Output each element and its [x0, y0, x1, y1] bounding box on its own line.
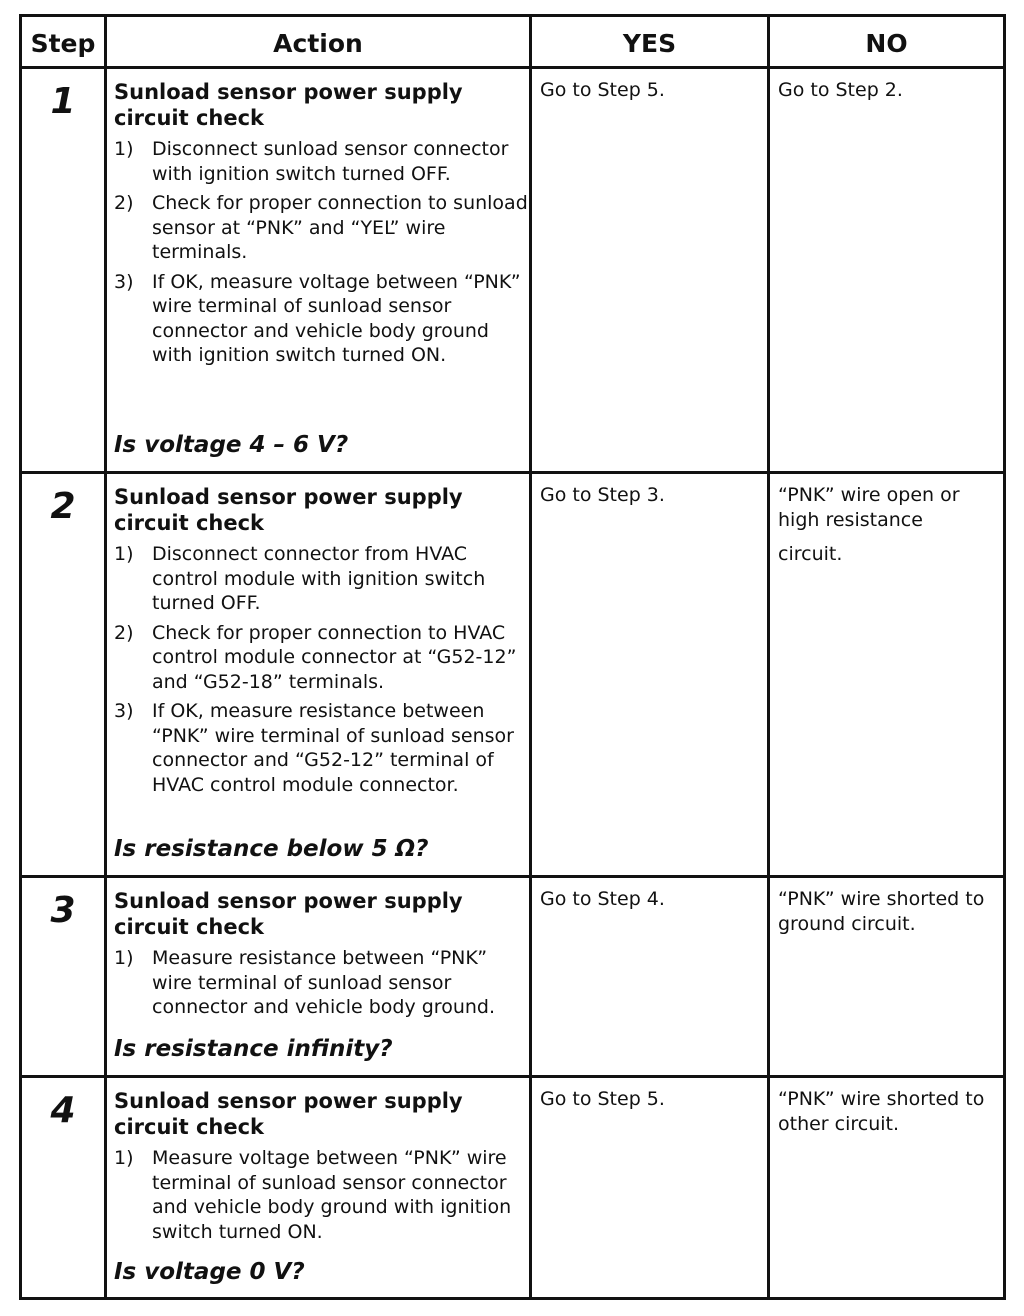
action-steps — [114, 1146, 529, 1244]
item-number: 3) — [114, 700, 134, 722]
action-title: Sunload sensor power supply circuit check — [114, 485, 463, 535]
action-step-item — [114, 1146, 529, 1244]
item-number: 1) — [114, 543, 134, 565]
action-steps — [114, 946, 529, 1020]
header-yes: YES — [622, 28, 677, 58]
no-result: “PNK” wire shorted to other circuit. — [778, 1088, 985, 1135]
header-no: NO — [865, 28, 908, 58]
action-cell — [114, 478, 529, 802]
check-question: Is voltage 0 V? — [114, 1259, 305, 1285]
item-text: Disconnect sunload sensor connector with ignition switch turned OFF. — [152, 138, 509, 185]
item-text: Measure voltage between “PNK” wire terminal of sunload sensor connector and vehicle body ground with ignition switch turned ON. — [152, 1147, 512, 1243]
row-divider — [22, 1075, 1003, 1078]
action-cell — [114, 882, 529, 1025]
yes-result: Go to Step 4. — [540, 888, 665, 910]
row-divider — [22, 471, 1003, 474]
action-cell — [114, 1082, 529, 1249]
yes-result: Go to Step 5. — [540, 79, 665, 101]
item-text: Check for proper connection to HVAC control module connector at “G52-12” and “G52-18” terminals. — [152, 621, 517, 693]
column-divider — [104, 17, 107, 1297]
step-number: 3 — [50, 890, 76, 931]
item-text: If OK, measure voltage between “PNK” wire terminal of sunload sensor connector and vehicle body ground with ignition switch turned ON. — [152, 270, 521, 366]
action-steps — [114, 137, 529, 368]
action-step-item — [114, 137, 529, 186]
column-divider — [529, 17, 532, 1297]
check-question: Is resistance below 5 Ω? — [114, 836, 429, 862]
action-step-item — [114, 191, 529, 265]
row-divider — [22, 875, 1003, 878]
no-result: “PNK” wire shorted to ground circuit. — [778, 888, 985, 935]
header-action: Action — [273, 28, 363, 58]
item-text: Measure resistance between “PNK” wire terminal of sunload sensor connector and vehicle body ground. — [152, 947, 496, 1018]
yes-result: Go to Step 3. — [540, 484, 665, 506]
item-number: 1) — [114, 1147, 134, 1169]
step-number: 4 — [50, 1090, 76, 1131]
action-step-item — [114, 542, 529, 616]
check-question: Is voltage 4 – 6 V? — [114, 432, 349, 458]
action-step-item — [114, 621, 529, 695]
diagnostic-table — [19, 14, 1006, 1300]
step-number: 1 — [50, 81, 76, 122]
item-number: 2) — [114, 192, 134, 214]
item-number: 1) — [114, 947, 134, 969]
item-number: 1) — [114, 138, 134, 160]
action-step-item — [114, 270, 529, 368]
item-number: 2) — [114, 621, 134, 644]
no-result: Go to Step 2. — [778, 79, 903, 101]
no-result-line: circuit. — [778, 543, 843, 565]
action-title: Sunload sensor power supply circuit check — [114, 1089, 463, 1139]
item-text: If OK, measure resistance between “PNK” wire terminal of sunload sensor connector and “G52-12” terminal of HVAC control module connector. — [152, 700, 514, 796]
step-number: 2 — [50, 486, 76, 527]
action-steps — [114, 542, 529, 797]
action-cell — [114, 73, 529, 373]
yes-result: Go to Step 5. — [540, 1088, 665, 1110]
header-step: Step — [30, 28, 96, 58]
no-result-line: “PNK” wire open or high resistance — [778, 484, 960, 531]
action-step-item — [114, 946, 529, 1020]
item-text: Disconnect connector from HVAC control module with ignition switch turned OFF. — [152, 543, 486, 614]
no-result — [778, 483, 1003, 567]
action-title: Sunload sensor power supply circuit check — [114, 80, 463, 130]
action-step-item — [114, 699, 529, 797]
column-divider — [767, 17, 770, 1297]
item-number: 3) — [114, 270, 134, 293]
action-title: Sunload sensor power supply circuit check — [114, 889, 463, 939]
item-text: Check for proper connection to sunload sensor at “PNK” and “YEL” wire terminals. — [152, 192, 528, 263]
check-question: Is resistance infinity? — [114, 1036, 393, 1062]
